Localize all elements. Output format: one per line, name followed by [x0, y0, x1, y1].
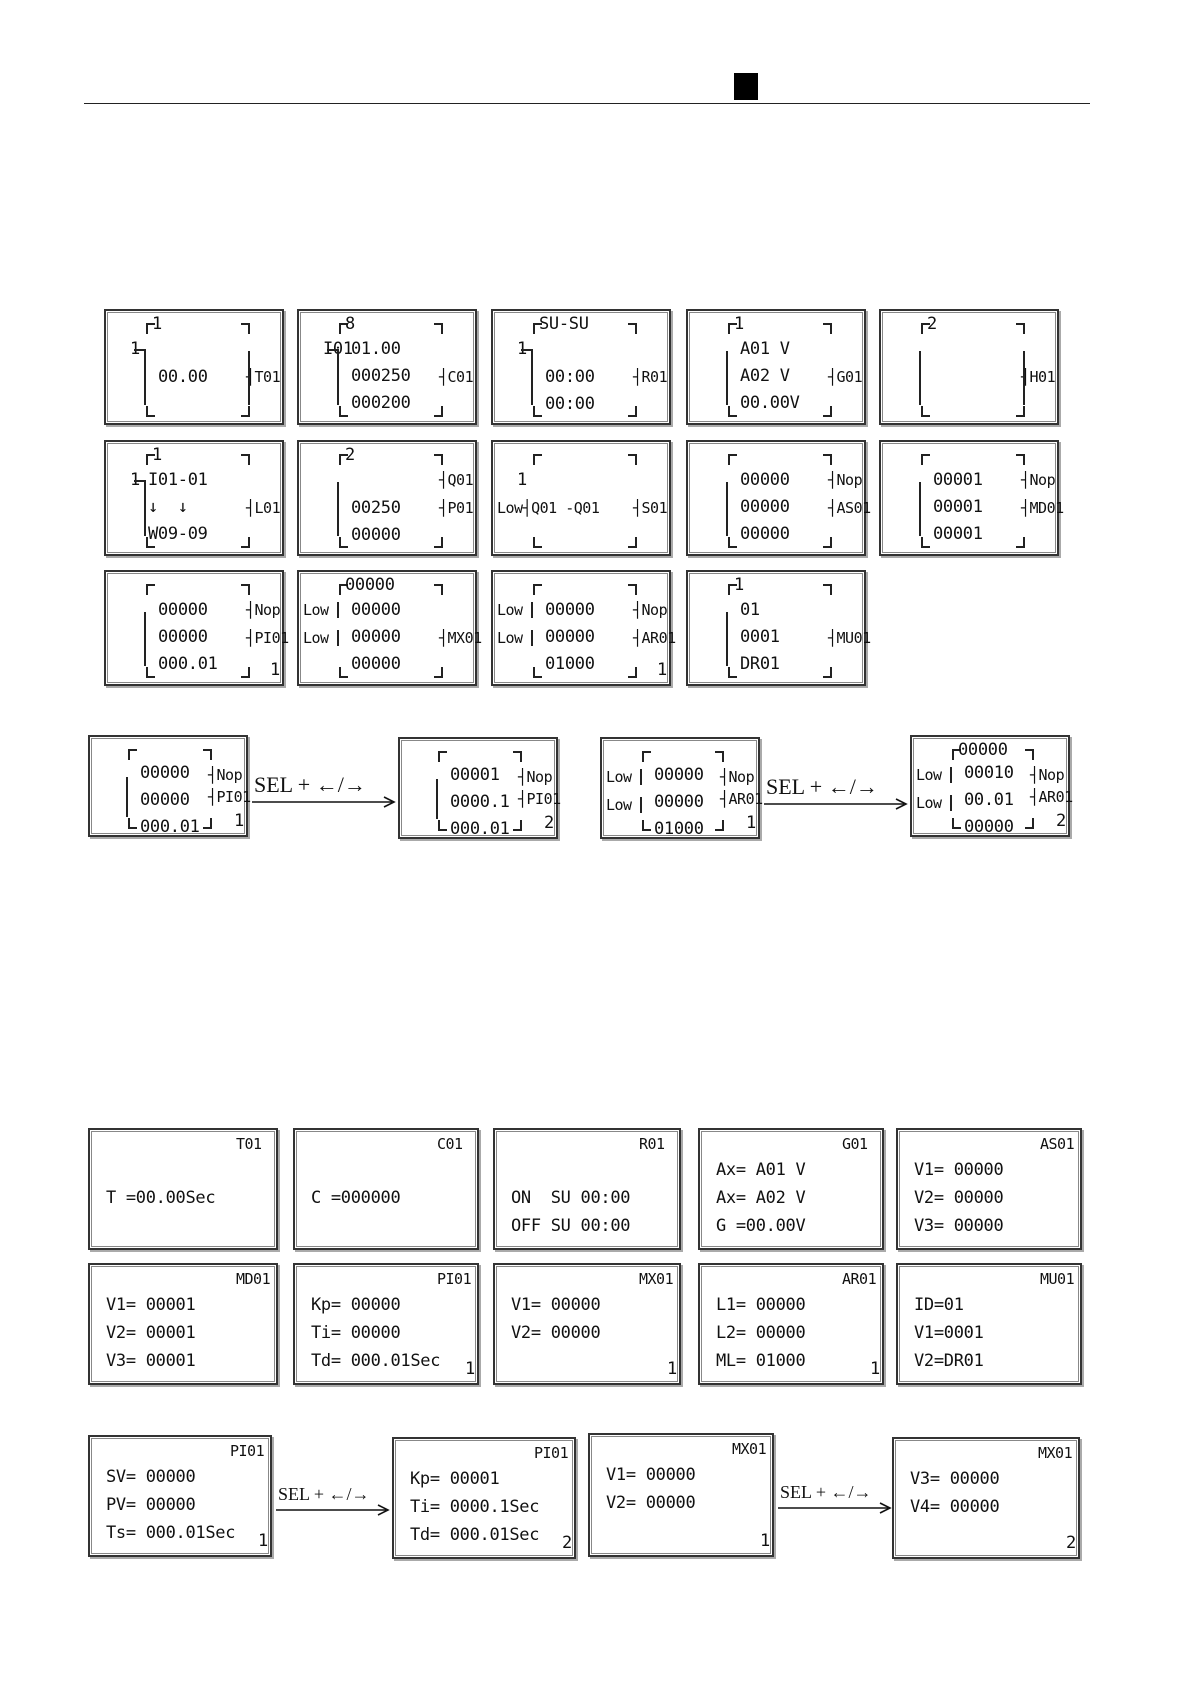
block-top-label: 00000	[345, 575, 395, 595]
block-value: 00001	[933, 524, 983, 544]
block-input-label: 1	[517, 470, 527, 490]
param-title: MX01	[639, 1270, 674, 1288]
ladder-block-mx01	[297, 570, 482, 686]
bracket-corner	[339, 537, 348, 548]
ladder-block-h01	[879, 309, 1059, 425]
bracket-corner	[628, 537, 637, 548]
param-display-g01	[698, 1128, 884, 1250]
bracket-corner	[146, 667, 155, 678]
block-input-label: Low	[303, 601, 329, 619]
block-nop-label: ┤Nop	[518, 768, 553, 786]
param-line: V2= 00001	[106, 1323, 196, 1343]
param-title: PI01	[230, 1442, 265, 1460]
param-display-as01	[896, 1128, 1082, 1250]
block-value: 000200	[351, 393, 411, 413]
block-value: ↓ ↓	[148, 497, 188, 517]
ladder-block-p01	[297, 440, 477, 556]
block-input-label: Low	[606, 796, 632, 814]
param-line: V3= 00000	[910, 1469, 1000, 1489]
param-line: SV= 00000	[106, 1467, 196, 1487]
rung-line	[436, 779, 438, 819]
param-page-number: 2	[1066, 1533, 1076, 1553]
block-value: 00000	[140, 790, 190, 810]
block-value: 00.00	[158, 367, 208, 387]
block-nop-label: ┤Nop	[720, 768, 755, 786]
flow-arrow-icon	[778, 1501, 894, 1515]
block-name-label: ┤P01	[439, 499, 474, 517]
block-name-label: ┤R01	[633, 368, 668, 386]
param-line: ON SU 00:00	[511, 1188, 631, 1208]
bracket-corner	[128, 818, 137, 829]
bracket-corner	[533, 406, 542, 417]
param-line: V2= 00000	[914, 1188, 1004, 1208]
param-title: AR01	[842, 1270, 877, 1288]
bracket-corner	[628, 584, 637, 595]
bracket-corner	[728, 537, 737, 548]
block-input-label: Low	[916, 794, 942, 812]
bracket-corner	[823, 537, 832, 548]
block-input-label: Low	[497, 629, 523, 647]
rung-line	[531, 630, 533, 646]
rung-line	[726, 482, 728, 536]
param-line: Td= 000.01Sec	[410, 1525, 540, 1545]
block-name-label: ┤AS01	[828, 499, 871, 517]
param-title: AS01	[1040, 1135, 1075, 1153]
ladder-block-ar01	[491, 570, 676, 686]
block-input-label: 1	[130, 339, 140, 359]
header-rule	[84, 103, 1090, 104]
block-name-label: ┤PI01	[518, 790, 561, 808]
block-nop-label: ┤Nop	[246, 601, 281, 619]
bracket-corner	[628, 667, 637, 678]
bracket-corner	[921, 406, 930, 417]
block-top-label: 2	[345, 445, 355, 465]
block-page-number: 1	[746, 813, 756, 833]
block-value: 01000	[545, 654, 595, 674]
block-value: 000250	[351, 366, 411, 386]
block-name-label: ┤PI01	[246, 629, 289, 647]
flow-arrow-icon	[276, 1503, 392, 1517]
rung-line	[640, 797, 642, 813]
rung-line	[144, 482, 146, 536]
bracket-corner	[146, 406, 155, 417]
bracket-corner	[1016, 323, 1025, 334]
arrow-label: SEL + ←/→	[254, 772, 366, 797]
param-title: PI01	[534, 1444, 569, 1462]
param-display-r01	[493, 1128, 681, 1250]
bracket-corner	[533, 584, 542, 595]
bracket-corner	[628, 323, 637, 334]
ladder-block-l01	[104, 440, 284, 556]
block-top-label: 1	[734, 575, 744, 595]
param-line: L1= 00000	[716, 1295, 806, 1315]
bracket-corner	[339, 406, 348, 417]
block-top-label: 1	[152, 314, 162, 334]
bracket-corner	[628, 406, 637, 417]
param-page-number: 1	[667, 1359, 677, 1379]
block-top-label: SU-SU	[539, 314, 589, 334]
bracket-corner	[728, 454, 737, 465]
ladder-block-md01	[879, 440, 1064, 556]
block-value: 00250	[351, 498, 401, 518]
bracket-corner	[1016, 406, 1025, 417]
block-value: 00000	[964, 817, 1014, 837]
block-input-label: Low	[916, 766, 942, 784]
param-page-number: 1	[870, 1359, 880, 1379]
bracket-corner	[1016, 454, 1025, 465]
param-line: Td= 000.01Sec	[311, 1351, 441, 1371]
block-value: 00000	[740, 497, 790, 517]
bracket-corner	[513, 751, 522, 762]
param-line: G =00.00V	[716, 1216, 806, 1236]
block-input-label: Low	[497, 601, 523, 619]
block-value: DR01	[740, 654, 780, 674]
block-value: 00000	[740, 524, 790, 544]
ladder-block-t01	[104, 309, 284, 425]
bracket-corner	[434, 537, 443, 548]
bracket-corner	[241, 323, 250, 334]
block-value: 01000	[654, 819, 704, 839]
block-value: 00000	[351, 654, 401, 674]
block-value: 00:00	[545, 394, 595, 414]
ladder-block-ar01	[910, 735, 1073, 837]
param-title: T01	[236, 1135, 262, 1153]
param-title: C01	[437, 1135, 463, 1153]
block-value: 00000	[158, 627, 208, 647]
param-line: ML= 01000	[716, 1351, 806, 1371]
param-display-t01	[88, 1128, 278, 1250]
param-line: V3= 00000	[914, 1216, 1004, 1236]
block-value: 00000	[545, 600, 595, 620]
param-line: V3= 00001	[106, 1351, 196, 1371]
block-nop-label: ┤Nop	[1030, 766, 1065, 784]
param-display-mu01	[896, 1263, 1082, 1385]
block-input-label: Low┤Q01 -Q01	[497, 499, 600, 517]
bracket-corner	[921, 454, 930, 465]
bracket-corner	[533, 667, 542, 678]
block-value: 00.01	[964, 790, 1014, 810]
bracket-corner	[628, 454, 637, 465]
bracket-corner	[339, 667, 348, 678]
block-value: A01 V	[740, 339, 790, 359]
block-name-label: ┤G01	[828, 368, 863, 386]
block-value: 000.01	[140, 817, 200, 837]
param-page-number: 2	[562, 1533, 572, 1553]
param-display-pi01	[293, 1263, 479, 1385]
ladder-block-s01	[491, 440, 671, 556]
bracket-corner	[434, 323, 443, 334]
param-line: V1= 00000	[606, 1465, 696, 1485]
param-line: PV= 00000	[106, 1495, 196, 1515]
block-page-number: 1	[270, 660, 280, 680]
param-title: R01	[639, 1135, 665, 1153]
block-top-label: 00000	[958, 740, 1008, 760]
block-value: A02 V	[740, 366, 790, 386]
block-value: 00000	[140, 763, 190, 783]
param-display-mx01	[493, 1263, 681, 1385]
block-top-label: 1	[152, 445, 162, 465]
bracket-corner	[823, 584, 832, 595]
block-value: 00000	[654, 765, 704, 785]
param-title: G01	[842, 1135, 868, 1153]
bracket-corner	[438, 820, 447, 831]
block-page-number: 2	[1056, 811, 1066, 831]
block-value: 0000.1	[450, 792, 510, 812]
rung-line	[337, 351, 339, 405]
block-value: 000.01	[158, 654, 218, 674]
param-title: MX01	[1038, 1444, 1073, 1462]
bracket-corner	[434, 667, 443, 678]
block-input-label: Low	[606, 768, 632, 786]
rung-line	[950, 795, 952, 811]
bracket-corner	[434, 454, 443, 465]
param-line: Ti= 0000.1Sec	[410, 1497, 540, 1517]
bracket-corner	[715, 820, 724, 831]
block-name-label: ┤MD01	[1021, 499, 1064, 517]
block-nop-label: ┤Nop	[828, 471, 863, 489]
param-display-md01	[88, 1263, 278, 1385]
block-name-label: ┤L01	[246, 499, 281, 517]
block-input-label: Low	[303, 629, 329, 647]
bracket-corner	[1016, 537, 1025, 548]
rung-line	[337, 602, 339, 618]
bracket-corner	[203, 818, 212, 829]
rung-line	[726, 351, 728, 405]
block-value: 00000	[158, 600, 208, 620]
block-name-label: ┤MU01	[828, 629, 871, 647]
bracket-corner	[642, 820, 651, 831]
block-value: 00001	[450, 765, 500, 785]
block-value: 00010	[964, 763, 1014, 783]
rung-line	[248, 351, 250, 405]
param-line: Kp= 00001	[410, 1469, 500, 1489]
bracket-corner	[241, 406, 250, 417]
bracket-corner	[823, 406, 832, 417]
block-input-label: I01	[323, 339, 353, 359]
rung-line	[337, 482, 339, 536]
bracket-corner	[241, 454, 250, 465]
block-top-label: 1	[734, 314, 744, 334]
bracket-corner	[715, 751, 724, 762]
param-line: V2= 00000	[511, 1323, 601, 1343]
bracket-corner	[823, 323, 832, 334]
param-display-mx01	[892, 1437, 1080, 1559]
param-line: V2=DR01	[914, 1351, 984, 1371]
rung-line	[531, 351, 533, 405]
block-nop-label: ┤Nop	[633, 601, 668, 619]
block-name-label: ┤PI01	[208, 788, 251, 806]
block-value: 00:00	[545, 367, 595, 387]
ladder-block-pi01	[104, 570, 289, 686]
bracket-corner	[728, 667, 737, 678]
bracket-corner	[146, 584, 155, 595]
block-value: 00000	[351, 600, 401, 620]
ladder-block-mu01	[686, 570, 871, 686]
rung-line	[919, 482, 921, 536]
rung-line	[950, 767, 952, 783]
param-line: V1= 00000	[511, 1295, 601, 1315]
ladder-block-pi01	[398, 737, 561, 839]
bracket-corner	[241, 584, 250, 595]
header-marker	[734, 73, 758, 100]
arrow-label: SEL + ←/→	[766, 774, 878, 799]
bracket-corner	[1025, 749, 1034, 760]
arrow-label: SEL + ←/→	[278, 1484, 370, 1504]
param-line: ID=01	[914, 1295, 964, 1315]
param-line: L2= 00000	[716, 1323, 806, 1343]
bracket-corner	[533, 537, 542, 548]
block-nop-label: ┤Nop	[1021, 471, 1056, 489]
param-line: Ts= 000.01Sec	[106, 1523, 236, 1543]
block-output-label: ┤Q01	[439, 471, 474, 489]
block-value: 00000	[351, 525, 401, 545]
param-line: V2= 00000	[606, 1493, 696, 1513]
block-name-label: ┤S01	[633, 499, 668, 517]
block-name-label: ┤T01	[246, 368, 281, 386]
param-line: Ti= 00000	[311, 1323, 401, 1343]
arrow-label: SEL + ←/→	[780, 1482, 872, 1502]
block-name-label: ┤H01	[1021, 368, 1056, 386]
block-name-label: ┤AR01	[720, 790, 763, 808]
param-display-pi01	[88, 1435, 272, 1557]
block-value: 00.00V	[740, 393, 800, 413]
block-input-label: 1	[130, 470, 140, 490]
bracket-corner	[642, 751, 651, 762]
block-value: 00001	[933, 497, 983, 517]
bracket-corner	[434, 406, 443, 417]
block-page-number: 1	[234, 811, 244, 831]
rung-line	[126, 777, 128, 817]
block-value: 00000	[740, 470, 790, 490]
param-line: Ax= A01 V	[716, 1160, 806, 1180]
param-line: V1= 00000	[914, 1160, 1004, 1180]
param-line: V1= 00001	[106, 1295, 196, 1315]
block-page-number: 2	[544, 813, 554, 833]
block-name-label: ┤AR01	[633, 629, 676, 647]
ladder-block-c01	[297, 309, 477, 425]
param-line: T =00.00Sec	[106, 1188, 216, 1208]
param-title: MX01	[732, 1440, 767, 1458]
param-page-number: 1	[760, 1531, 770, 1551]
block-nop-label: ┤Nop	[208, 766, 243, 784]
block-value: 0001	[740, 627, 780, 647]
rung-line	[1023, 351, 1025, 405]
param-display-mx01	[588, 1433, 774, 1557]
ladder-block-pi01	[88, 735, 251, 837]
block-value: 00000	[351, 627, 401, 647]
bracket-corner	[952, 818, 961, 829]
bracket-corner	[241, 537, 250, 548]
ladder-block-r01	[491, 309, 671, 425]
ladder-block-ar01	[600, 737, 763, 839]
ladder-block-g01	[686, 309, 866, 425]
rung-line	[144, 612, 146, 666]
bracket-corner	[434, 584, 443, 595]
bracket-corner	[921, 537, 930, 548]
block-top-label: 8	[345, 314, 355, 334]
bracket-corner	[533, 454, 542, 465]
block-name-label: ┤C01	[439, 368, 474, 386]
bracket-corner	[513, 820, 522, 831]
ladder-block-as01	[686, 440, 871, 556]
param-line: OFF SU 00:00	[511, 1216, 631, 1236]
bracket-corner	[823, 667, 832, 678]
param-display-c01	[293, 1128, 479, 1250]
block-value: 00000	[545, 627, 595, 647]
param-display-pi01	[392, 1437, 576, 1559]
block-input-label: 1	[517, 339, 527, 359]
block-value: 01.00	[351, 339, 401, 359]
bracket-corner	[241, 667, 250, 678]
param-title: MD01	[236, 1270, 271, 1288]
block-value: W09-09	[148, 524, 208, 544]
bracket-corner	[1025, 818, 1034, 829]
bracket-corner	[728, 406, 737, 417]
param-page-number: 1	[465, 1359, 475, 1379]
block-top-label: 2	[927, 314, 937, 334]
block-page-number: 1	[657, 660, 667, 680]
bracket-corner	[438, 751, 447, 762]
param-line: V1=0001	[914, 1323, 984, 1343]
block-value: I01-01	[148, 470, 208, 490]
param-line: C =000000	[311, 1188, 401, 1208]
param-title: PI01	[437, 1270, 472, 1288]
param-title: MU01	[1040, 1270, 1075, 1288]
rung-line	[919, 351, 921, 405]
block-value: 00000	[654, 792, 704, 812]
param-line: Kp= 00000	[311, 1295, 401, 1315]
bracket-corner	[128, 749, 137, 760]
block-name-label: ┤MX01	[439, 629, 482, 647]
rung-line	[337, 630, 339, 646]
block-value: 000.01	[450, 819, 510, 839]
rung-line	[531, 602, 533, 618]
block-value: 00001	[933, 470, 983, 490]
bracket-corner	[823, 454, 832, 465]
block-value: 01	[740, 600, 760, 620]
param-display-ar01	[698, 1263, 884, 1385]
rung-line	[144, 351, 146, 405]
param-line: V4= 00000	[910, 1497, 1000, 1517]
param-line: Ax= A02 V	[716, 1188, 806, 1208]
block-name-label: ┤AR01	[1030, 788, 1073, 806]
bracket-corner	[203, 749, 212, 760]
param-page-number: 1	[258, 1531, 268, 1551]
rung-line	[640, 769, 642, 785]
rung-line	[726, 612, 728, 666]
